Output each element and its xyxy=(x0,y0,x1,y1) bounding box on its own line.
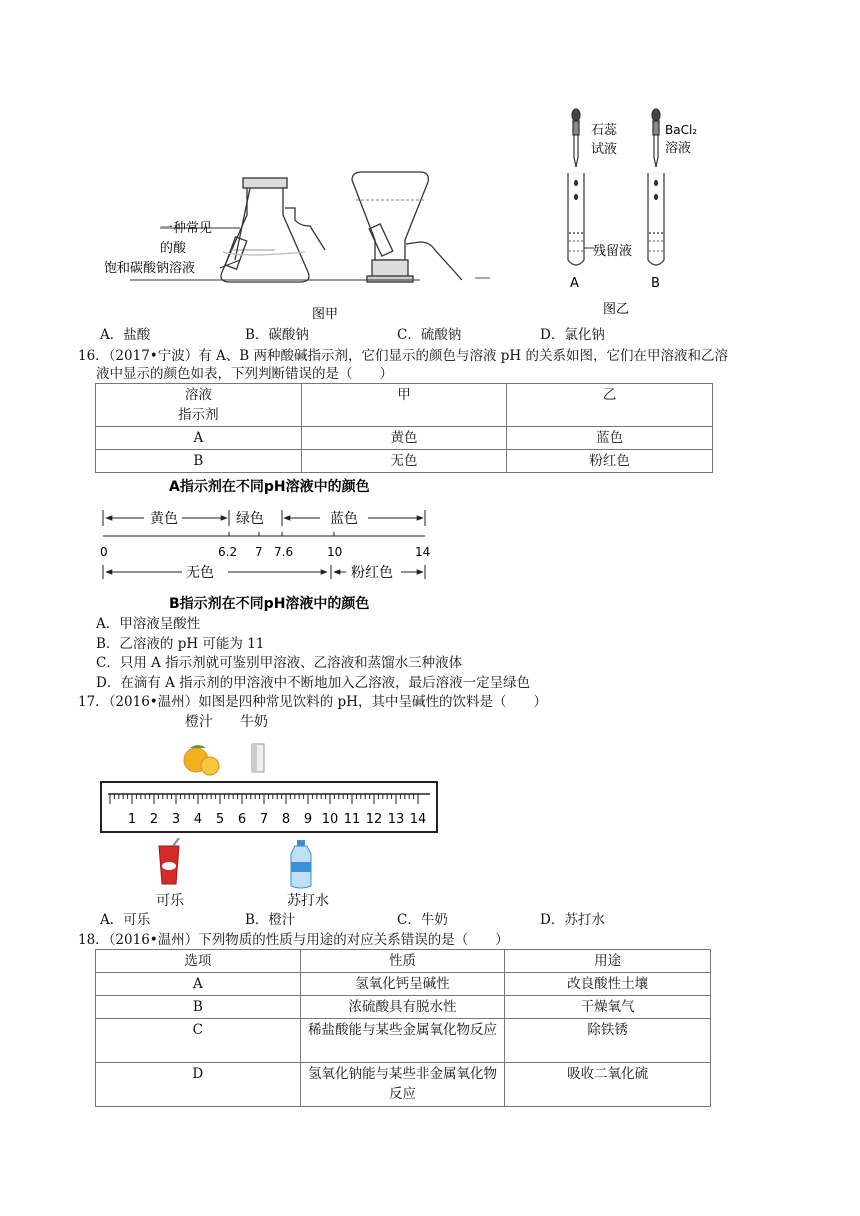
tick-6-2: 6.2 xyxy=(218,545,238,559)
ruler-number: 1 xyxy=(127,812,137,827)
label-orange-juice: 橙汁 xyxy=(185,714,213,730)
ruler-number: 11 xyxy=(343,812,361,827)
acid-label-1: 一种常见 xyxy=(160,221,213,236)
a-blue-label: 蓝色 xyxy=(330,511,358,527)
q18-row-c-use: 除铁锈 xyxy=(505,1019,711,1063)
acid-label-2: 的酸 xyxy=(160,241,187,256)
tick-7: 7 xyxy=(255,545,263,559)
q16-stem-line1: 16．（2017•宁波）有 A、B 两种酸碱指示剂，它们显示的颜色与溶液 pH 的关系如图，它们在甲溶液和乙溶 xyxy=(78,348,728,364)
ruler-number: 7 xyxy=(259,812,269,827)
cola-icon xyxy=(159,838,179,884)
q17-option-a[interactable]: A．可乐 xyxy=(100,912,151,928)
label-cola: 可乐 xyxy=(156,893,184,909)
a-yellow-label: 黄色 xyxy=(150,511,178,527)
tick-14: 14 xyxy=(415,545,431,559)
q16-row-a-name: A xyxy=(96,427,302,450)
caption-yi: 图乙 xyxy=(603,302,630,317)
a-green-label: 绿色 xyxy=(236,511,264,527)
litmus-label-2: 试液 xyxy=(591,142,618,157)
milk-icon xyxy=(252,744,264,772)
ruler-number: 14 xyxy=(409,812,427,827)
tube-b-label: B xyxy=(651,276,660,291)
tick-0: 0 xyxy=(100,545,108,559)
dropper-a xyxy=(572,109,580,167)
q18-stem: 18．（2016•温州）下列物质的性质与用途的对应关系错误的是（ ） xyxy=(78,932,509,948)
a-chart-title: A指示剂在不同pH溶液中的颜色 xyxy=(169,479,370,495)
ruler-number: 3 xyxy=(171,812,181,827)
q15-options xyxy=(100,325,605,345)
b-chart-title: B指示剂在不同pH溶液中的颜色 xyxy=(169,596,370,612)
bacl2-label-2: 溶液 xyxy=(665,141,692,156)
q18-row-b-opt: B xyxy=(96,996,301,1019)
drinks-top-icons xyxy=(180,740,270,780)
q18-row-a-use: 改良酸性土壤 xyxy=(505,973,711,996)
q16-table xyxy=(95,383,713,473)
q15-option-b[interactable]: B．碳酸钠 xyxy=(245,327,309,343)
q16-row-b-yi: 粉红色 xyxy=(507,450,713,473)
q18-row-b-use: 干燥氧气 xyxy=(505,996,711,1019)
bacl2-label-1: BaCl₂ xyxy=(665,123,698,137)
label-milk: 牛奶 xyxy=(240,714,268,730)
test-tube-b xyxy=(648,173,664,265)
ph-indicator-diagram xyxy=(94,474,444,614)
ph-ruler xyxy=(100,781,440,833)
q16-header-yi: 乙 xyxy=(507,384,713,427)
ruler-number: 13 xyxy=(387,812,405,827)
dropper-b xyxy=(652,109,660,167)
q18-row-b-prop: 浓硫酸具有脱水性 xyxy=(300,996,505,1019)
q16-option-a[interactable]: A．甲溶液呈酸性 xyxy=(96,616,201,632)
q15-option-c[interactable]: C．硫酸钠 xyxy=(397,327,462,343)
q17-option-d[interactable]: D．苏打水 xyxy=(540,912,605,928)
q18-header-use: 用途 xyxy=(505,950,711,973)
q18-row-c-opt: C xyxy=(96,1019,301,1063)
ruler-number: 8 xyxy=(281,812,291,827)
q18-row-a-opt: A xyxy=(96,973,301,996)
q16-row-b-name: B xyxy=(96,450,302,473)
ruler-number: 6 xyxy=(237,812,247,827)
ruler-number: 12 xyxy=(365,812,383,827)
q16-stem-line2: 液中显示的颜色如表，下列判断错误的是（ ） xyxy=(96,366,393,382)
q16-row-b-jia: 无色 xyxy=(301,450,507,473)
solution-label: 饱和碳酸钠溶液 xyxy=(104,261,196,276)
q18-row-d-opt: D xyxy=(96,1063,301,1107)
tick-7-6: 7.6 xyxy=(274,545,294,559)
ruler-number: 10 xyxy=(321,812,339,827)
flask-right xyxy=(352,172,462,282)
tick-10: 10 xyxy=(327,545,343,559)
figure-jia xyxy=(90,160,500,330)
ruler-number: 4 xyxy=(193,812,203,827)
ruler-number: 5 xyxy=(215,812,225,827)
b-pink-label: 粉红色 xyxy=(351,565,393,581)
test-tube-a xyxy=(568,173,584,265)
b-colorless-label: 无色 xyxy=(186,565,214,581)
orange-icon xyxy=(184,745,219,775)
label-soda-water: 苏打水 xyxy=(287,893,329,909)
q16-option-d[interactable]: D．在滴有 A 指示剂的甲溶液中不断地加入乙溶液，最后溶液一定呈绿色 xyxy=(96,675,531,691)
q16-option-b[interactable]: B．乙溶液的 pH 可能为 11 xyxy=(96,636,265,652)
ruler-number: 2 xyxy=(149,812,159,827)
q16-row-a-jia: 黄色 xyxy=(301,427,507,450)
q18-row-c-prop: 稀盐酸能与某些金属氧化物反应 xyxy=(300,1019,505,1063)
q17-option-b[interactable]: B．橙汁 xyxy=(245,912,296,928)
residue-label: 残留液 xyxy=(593,244,633,259)
q15-option-a[interactable]: A．盐酸 xyxy=(100,327,151,343)
soda-bottle-icon xyxy=(291,840,311,888)
q15-option-d[interactable]: D．氯化钠 xyxy=(540,327,605,343)
tube-a-label: A xyxy=(570,276,579,291)
q16-header-jia: 甲 xyxy=(301,384,507,427)
q16-option-c[interactable]: C．只用 A 指示剂就可鉴别甲溶液、乙溶液和蒸馏水三种液体 xyxy=(96,655,463,671)
q17-option-c[interactable]: C．牛奶 xyxy=(397,912,448,928)
q18-table xyxy=(95,949,711,1107)
q18-header-option: 选项 xyxy=(96,950,301,973)
figure-yi xyxy=(556,105,716,325)
q18-row-d-use: 吸收二氧化硫 xyxy=(505,1063,711,1107)
q16-header-corner: 溶液 指示剂 xyxy=(96,384,302,427)
drinks-bottom-icons xyxy=(145,838,345,890)
q18-row-d-prop: 氢氧化钠能与某些非金属氧化物反应 xyxy=(300,1063,505,1107)
caption-jia: 图甲 xyxy=(312,307,339,322)
q17-options xyxy=(100,910,605,930)
q18-row-a-prop: 氢氧化钙呈碱性 xyxy=(300,973,505,996)
q16-row-a-yi: 蓝色 xyxy=(507,427,713,450)
ruler-number: 9 xyxy=(303,812,313,827)
litmus-label-1: 石蕊 xyxy=(591,123,618,138)
q17-stem: 17．（2016•温州）如图是四种常见饮料的 pH，其中呈碱性的饮料是（ ） xyxy=(78,694,547,710)
q18-header-property: 性质 xyxy=(300,950,505,973)
flask-left xyxy=(221,178,325,282)
